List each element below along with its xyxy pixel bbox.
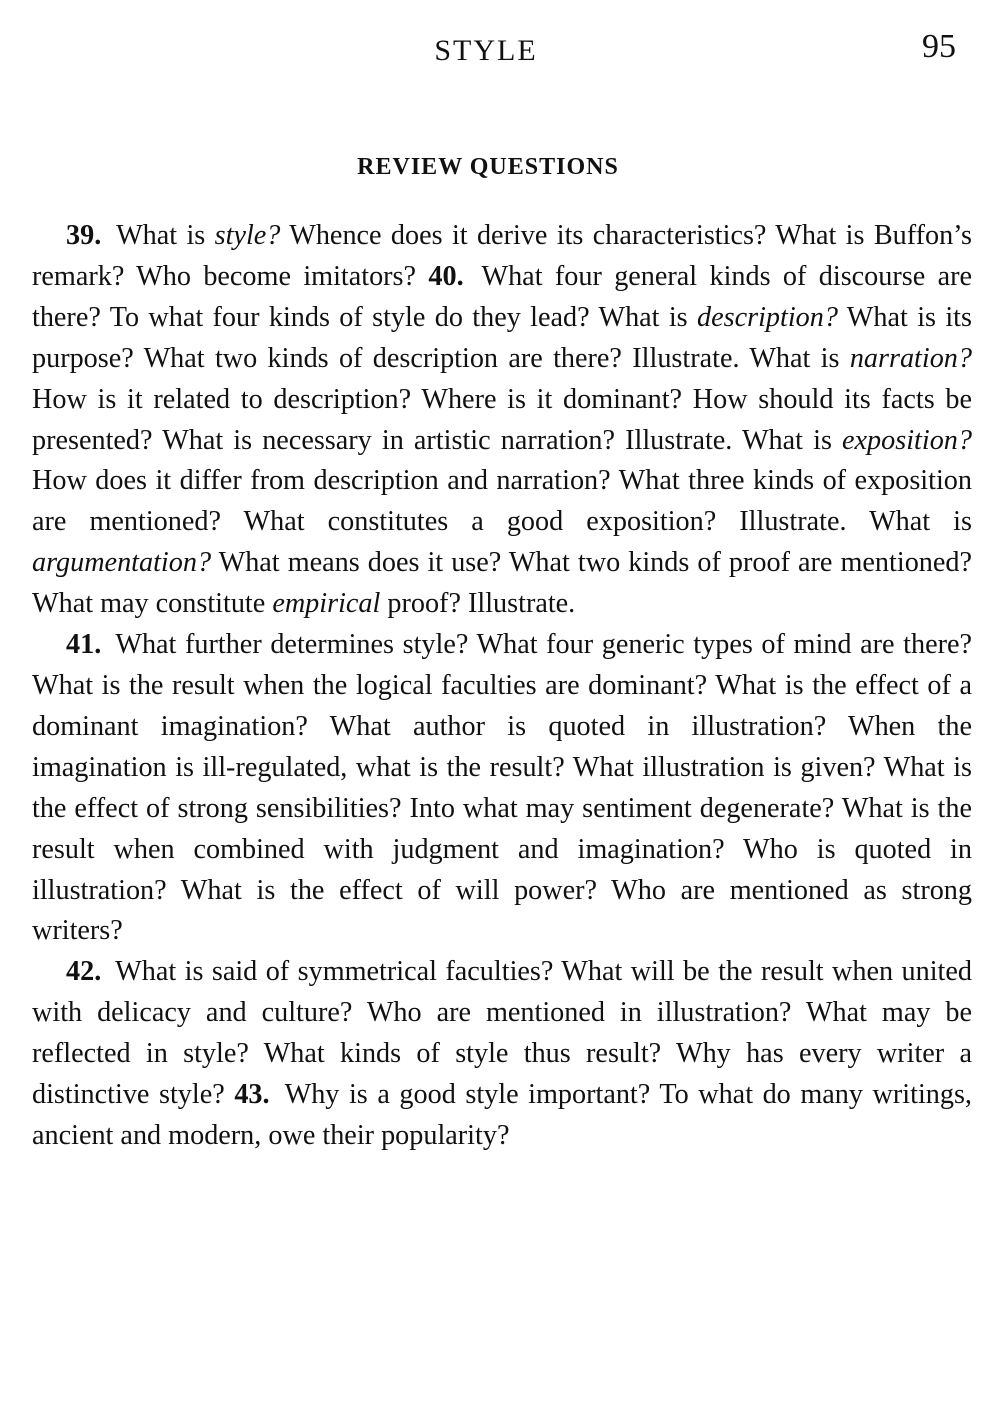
italic-term: exposition? [842, 424, 972, 456]
italic-term: argumentation? [32, 547, 212, 579]
question-text: proof? Illustrate. [380, 588, 576, 620]
paragraph-question-41 [32, 625, 972, 952]
running-head [0, 26, 1000, 76]
question-number: 40. [428, 260, 464, 292]
question-text: What means does it use? What two kinds of proof are mentioned? What may constitute [32, 547, 972, 620]
section-heading: REVIEW QUESTIONS [357, 154, 619, 180]
question-text: How does it differ from description and narration? What three kinds of exposition are mentioned? What constitutes a good exposition? Illustrate. What is [32, 465, 972, 538]
italic-term: narration? [849, 342, 972, 374]
question-text: What four general kinds of discourse are there? To what four kinds of style do they lead? What is [32, 260, 972, 333]
question-number: 43. [234, 1079, 270, 1111]
italic-term: style? [214, 220, 281, 251]
question-number: 42. [66, 956, 102, 988]
running-title: STYLE [434, 34, 538, 67]
paragraph-questions-39-40 [32, 216, 972, 625]
page-number: 95 [922, 28, 956, 65]
question-text: What further determines style? What four generic types of mind are there? What is the result when the logical faculties are dominant? What is the effect of a dominant imagination? What author is quoted in illustration? When the imagination is ill-regulated, what is the result? What illustration is given? What is the effect of strong sensibilities? Into what may sentiment degenerate? What is the result when combined with judgment and imagination? Who is quoted in illustration? What is the effect of will power? Who are mentioned as strong writers? [32, 629, 972, 947]
question-number: 39. [66, 220, 102, 251]
question-text: How is it related to description? Where is it dominant? How should its facts be presented? What is necessary in artistic narration? Illustrate. What is [32, 383, 972, 456]
question-text: What is [107, 220, 215, 251]
question-number: 41. [66, 629, 102, 661]
paragraph-questions-42-43 [32, 952, 972, 1157]
question-text: Whence does it derive its characteristics? What is Buffon’s remark? Who become imitators? [32, 220, 972, 292]
question-text: What is said of symmetrical faculties? What will be the result when united with delicacy and culture? Who are mentioned in illustration? What may be reflected in style? What kinds of style thus result? Why has every writer a distinctive style? [32, 956, 972, 1111]
question-text: What is its purpose? What two kinds of description are there? Illustrate. What is [32, 301, 972, 374]
italic-term: empirical [272, 588, 381, 620]
question-text: Why is a good style important? To what do many writings, ancient and modern, owe their popularity? [32, 1079, 972, 1151]
italic-term: description? [697, 301, 838, 333]
review-questions-text [32, 216, 972, 1157]
